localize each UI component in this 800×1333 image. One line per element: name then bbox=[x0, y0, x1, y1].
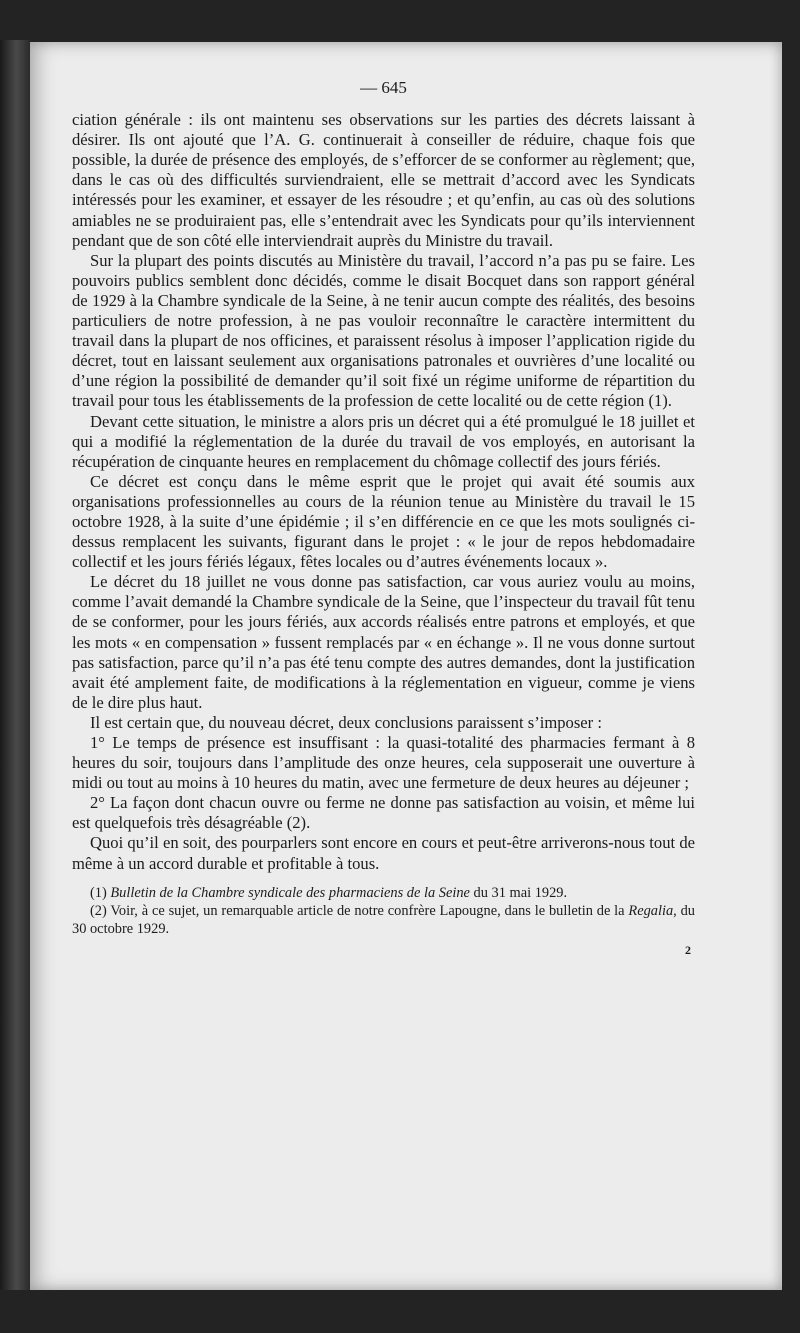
paragraph-2: Sur la plupart des points discutés au Ministère du travail, l’accord n’a pas pu se faire. Les pouvoirs publics semblent donc décidés, comme le disait Bocquet dans son rapport général de 1929 à la Chambre syndicale de la Seine, à ne tenir aucun compte des réalités, des besoins particuliers de notre profession, à ne pas vouloir reconnaître le caractère intermittent du travail dans la plupart de nos officines, et paraissent résolus à imposer l’application rigide du décret, tout en laissant seulement aux organisations patronales et ouvrières d’une localité ou d’une région la possibilité de demander qu’il soit fixé un régime uniforme de répartition du travail pour tous les établissements de la profession de cette localité ou de cette région (1). bbox=[72, 250, 695, 411]
footnotes bbox=[72, 884, 695, 938]
document-page bbox=[30, 42, 782, 1290]
paragraph-8: 2° La façon dont chacun ouvre ou ferme ne donne pas satisfaction au voisin, et même lui est quelquefois très désagréable (2). bbox=[72, 793, 695, 833]
paragraph-6: Il est certain que, du nouveau décret, deux conclusions paraissent s’imposer : bbox=[90, 712, 602, 732]
page-number: — 645 bbox=[360, 78, 407, 97]
page-body bbox=[72, 78, 695, 960]
footnote-2-title: Regalia bbox=[628, 902, 674, 919]
signature-mark: 2 bbox=[685, 942, 691, 957]
footnote-2-after: , du 30 octobre 1929. bbox=[72, 902, 695, 937]
footnote-2 bbox=[72, 902, 695, 938]
paragraph-1: ciation générale : ils ont maintenu ses observations sur les parties des décrets laissant à désirer. Ils ont ajouté que l’A. G. continuerait à conseiller de réduire, chaque fois que possible, la durée de présence des employés, de s’efforcer de se conformer au règlement; que, dans le cas où des difficultés surviendraient, elle se mettrait d’accord avec les Syndicats intéressés pour les examiner, et essayer de les résoudre ; et qu’enfin, au cas où des solutions amiables ne se produiraient pas, elle s’entendrait avec les Syndicats pour qu’ils interviennent pendant que de son côté elle interviendrait auprès du Ministre du travail. bbox=[72, 110, 695, 250]
footnote-1-rest: du 31 mai 1929. bbox=[469, 884, 568, 901]
book-spine bbox=[0, 40, 30, 1290]
footnote-2-before: (2) Voir, à ce sujet, un remarquable article de notre confrère Lapougne, dans le bulletin de la bbox=[90, 902, 629, 919]
paragraph-5: Le décret du 18 juillet ne vous donne pas satisfaction, car vous auriez voulu au moins, comme l’avait demandé la Chambre syndicale de la Seine, que l’inspecteur du travail fût tenu de se conformer, pour les jours fériés, aux accords réalisés entre patrons et employés, et que les mots « en compensation » fussent remplacés par « en échange ». Il ne vous donne surtout pas satisfaction, parce qu’il n’a pas été tenu compte des autres demandes, dont la justification avait été amplement faite, de modifications à la réglementation en vigueur, comme je viens de le dire plus haut. bbox=[72, 572, 695, 712]
paragraph-3: Devant cette situation, le ministre a alors pris un décret qui a été promulgué le 18 juillet et qui a modifié la réglementation de la durée du travail de vos employés, en autorisant la récupération de cinquante heures en remplacement du chômage collectif des jours fériés. bbox=[72, 411, 695, 471]
footnote-1-title: Bulletin de la Chambre syndicale des pharmaciens de la Seine bbox=[110, 884, 470, 901]
paragraph-7: 1° Le temps de présence est insuffisant : la quasi-totalité des pharmacies fermant à 8 heures du soir, toujours dans l’amplitude des onze heures, cela supposerait une ouverture à midi ou tout au moins à 10 heures du matin, avec une fermeture de deux heures au déjeuner ; bbox=[72, 733, 695, 793]
paragraph-9: Quoi qu’il en soit, des pourparlers sont encore en cours et peut-être arriverons-nous tout de même à un accord durable et profitable à tous. bbox=[72, 833, 695, 873]
footnote-1 bbox=[72, 884, 695, 902]
paragraph-4: Ce décret est conçu dans le même esprit que le projet qui avait été soumis aux organisations professionnelles au cours de la réunion tenue au Ministère du travail le 15 octobre 1928, à la suite d’une épidémie ; il s’en différencie en ce que les mots soulignés ci-dessus remplacent les suivants, figurant dans le projet : « le jour de repos hebdomadaire collectif et les jours fériés légaux, fêtes locales ou d’autres événements locaux ». bbox=[72, 471, 695, 572]
footnote-1-marker: (1) bbox=[90, 884, 111, 901]
